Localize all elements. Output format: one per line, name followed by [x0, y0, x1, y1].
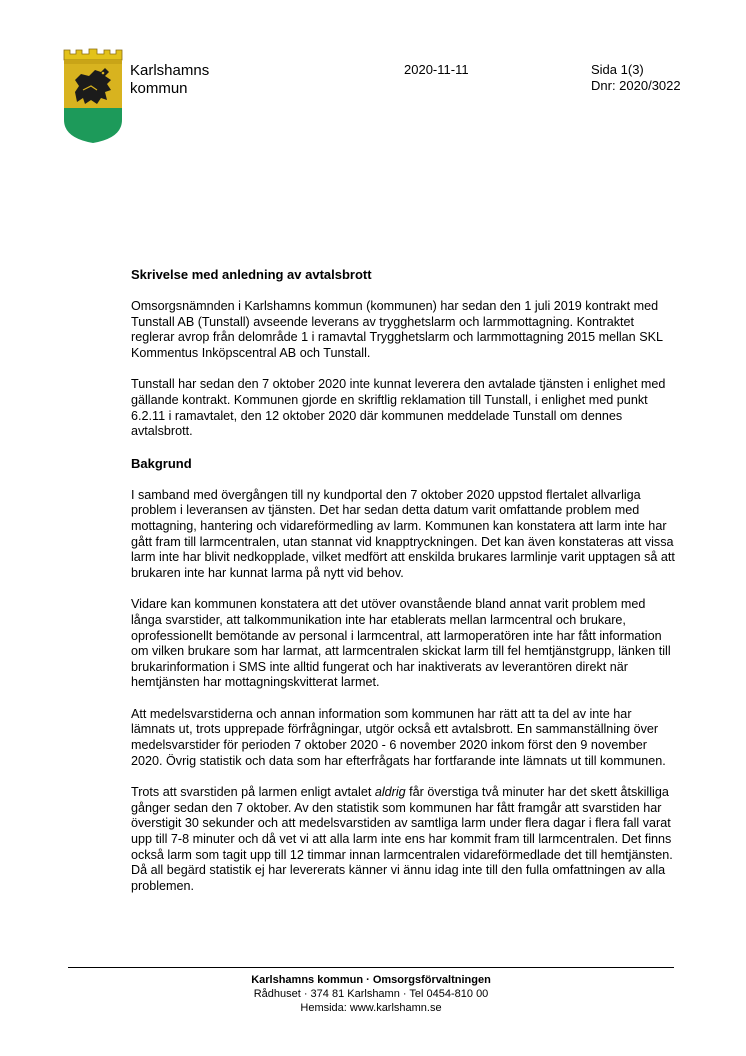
paragraph: [131, 785, 679, 894]
paragraph: Tunstall har sedan den 7 oktober 2020 inte kunnat leverera den avtalade tjänsten i enlighet med gällande kontrakt. Kommunen gjorde en skriftlig reklamation till Tunstall, i enlighet med punkt 6.2.11 i ramavtalet, den 12 oktober 2020 där kommunen meddelade Tunstall om dennes avtalsbrott.: [131, 377, 666, 439]
footer-address: Rådhuset · 374 81 Karlshamn · Tel 0454-810 00: [253, 988, 489, 1000]
footer-org: Karlshamns kommun · Omsorgsförvaltningen: [251, 974, 491, 986]
document-title: Skrivelse med anledning av avtalsbrott: [131, 267, 372, 282]
paragraph-text: får överstiga två minuter har det skett åtskilliga gånger sedan den 7 oktober. Av den statistik som kommunen har fått framgår att svarstiden har överstigit 30 sekunder och att medelsvarstiden av samtliga larm under flera dagar i flera fall varat upp till 7-8 minuter och då vet vi att alla larm inte ens har kommit fram till larmcentralen. Det finns också larm som tagit upp till 12 timmar innan larmcentralen vidareförmedlade det till hemtjänsten. Då all begärd statistik ej har levererats känner vi ännu idag inte till den fulla omfattningen av alla problemen.: [131, 785, 673, 893]
paragraph: Vidare kan kommunen konstatera att det utöver ovanstående bland annat varit problem med långa svarstider, att talkommunikation inte har etablerats mellan larmcentral och brukare, oprofessionellt bemötande av personal i larmcentral, att larmoperatören inte har fått information om vilken brukare som har larmat, att larmcentralen skickat larm till fel hemtjänstgrupp, länken till brukarinformation i SMS inte alltid fungerat och har inaktiverats av leverantören direkt när hemtjänsten har mottagningskvitterat larmet.: [131, 597, 671, 690]
org-name-line2: kommun: [130, 80, 188, 97]
section-heading: Bakgrund: [131, 455, 192, 471]
paragraph: Omsorgsnämnden i Karlshamns kommun (kommunen) har sedan den 1 juli 2019 kontrakt med Tunstall AB (Tunstall) avseende leverans av trygghetslarm och larmmottagning. Kontraktet reglerar avrop från delområde 1 i ramavtal Trygghetslarm och larmmottagning 2015 mellan SKL Kommentus Inköpscentral AB och Tunstall.: [131, 299, 663, 360]
diary-number: Dnr: 2020/3022: [591, 78, 681, 93]
page-info: [591, 62, 681, 94]
emphasis-text: aldrig: [374, 785, 406, 800]
document-date: 2020-11-11: [404, 62, 469, 77]
org-name-line1: Karlshamns: [130, 62, 210, 79]
paragraph-text: Trots att svarstiden på larmen enligt avtalet: [131, 785, 375, 800]
document-body: [131, 267, 679, 910]
org-name: [130, 62, 209, 98]
footer: [68, 973, 674, 1015]
page-number: Sida 1(3): [591, 62, 644, 77]
coat-of-arms-icon: [61, 46, 125, 144]
footer-website: Hemsida: www.karlshamn.se: [300, 1002, 442, 1014]
footer-divider: [68, 967, 674, 968]
paragraph: I samband med övergången till ny kundportal den 7 oktober 2020 uppstod flertalet allvarliga problem i leveransen av tjänsten. Det har sedan detta datum varit omfattande problem med mottagning, hantering och vidareförmedling av larm. Kommunen kan konstatera att larm inte har gått fram till larmcentralen, utan stannat vid knapptryckningen. Det kan även konstateras att vissa larm inte har blivit nedkopplade, vilket medfört att enskilda brukares larmlinje varit upptagen så att brukaren inte har kunnat larma på nytt vid behov.: [131, 487, 675, 580]
paragraph: Att medelsvarstiderna och annan information som kommunen har rätt att ta del av inte har lämnats ut, trots upprepade förfrågningar, utgör också ett avtalsbrott. En sammanställning över medelsvarstider för perioden 7 oktober 2020 - 6 november 2020 inkom först den 9 november 2020. Övrig statistik och data som har efterfrågats har fortfarande inte lämnats ut till kommunen.: [131, 706, 666, 768]
